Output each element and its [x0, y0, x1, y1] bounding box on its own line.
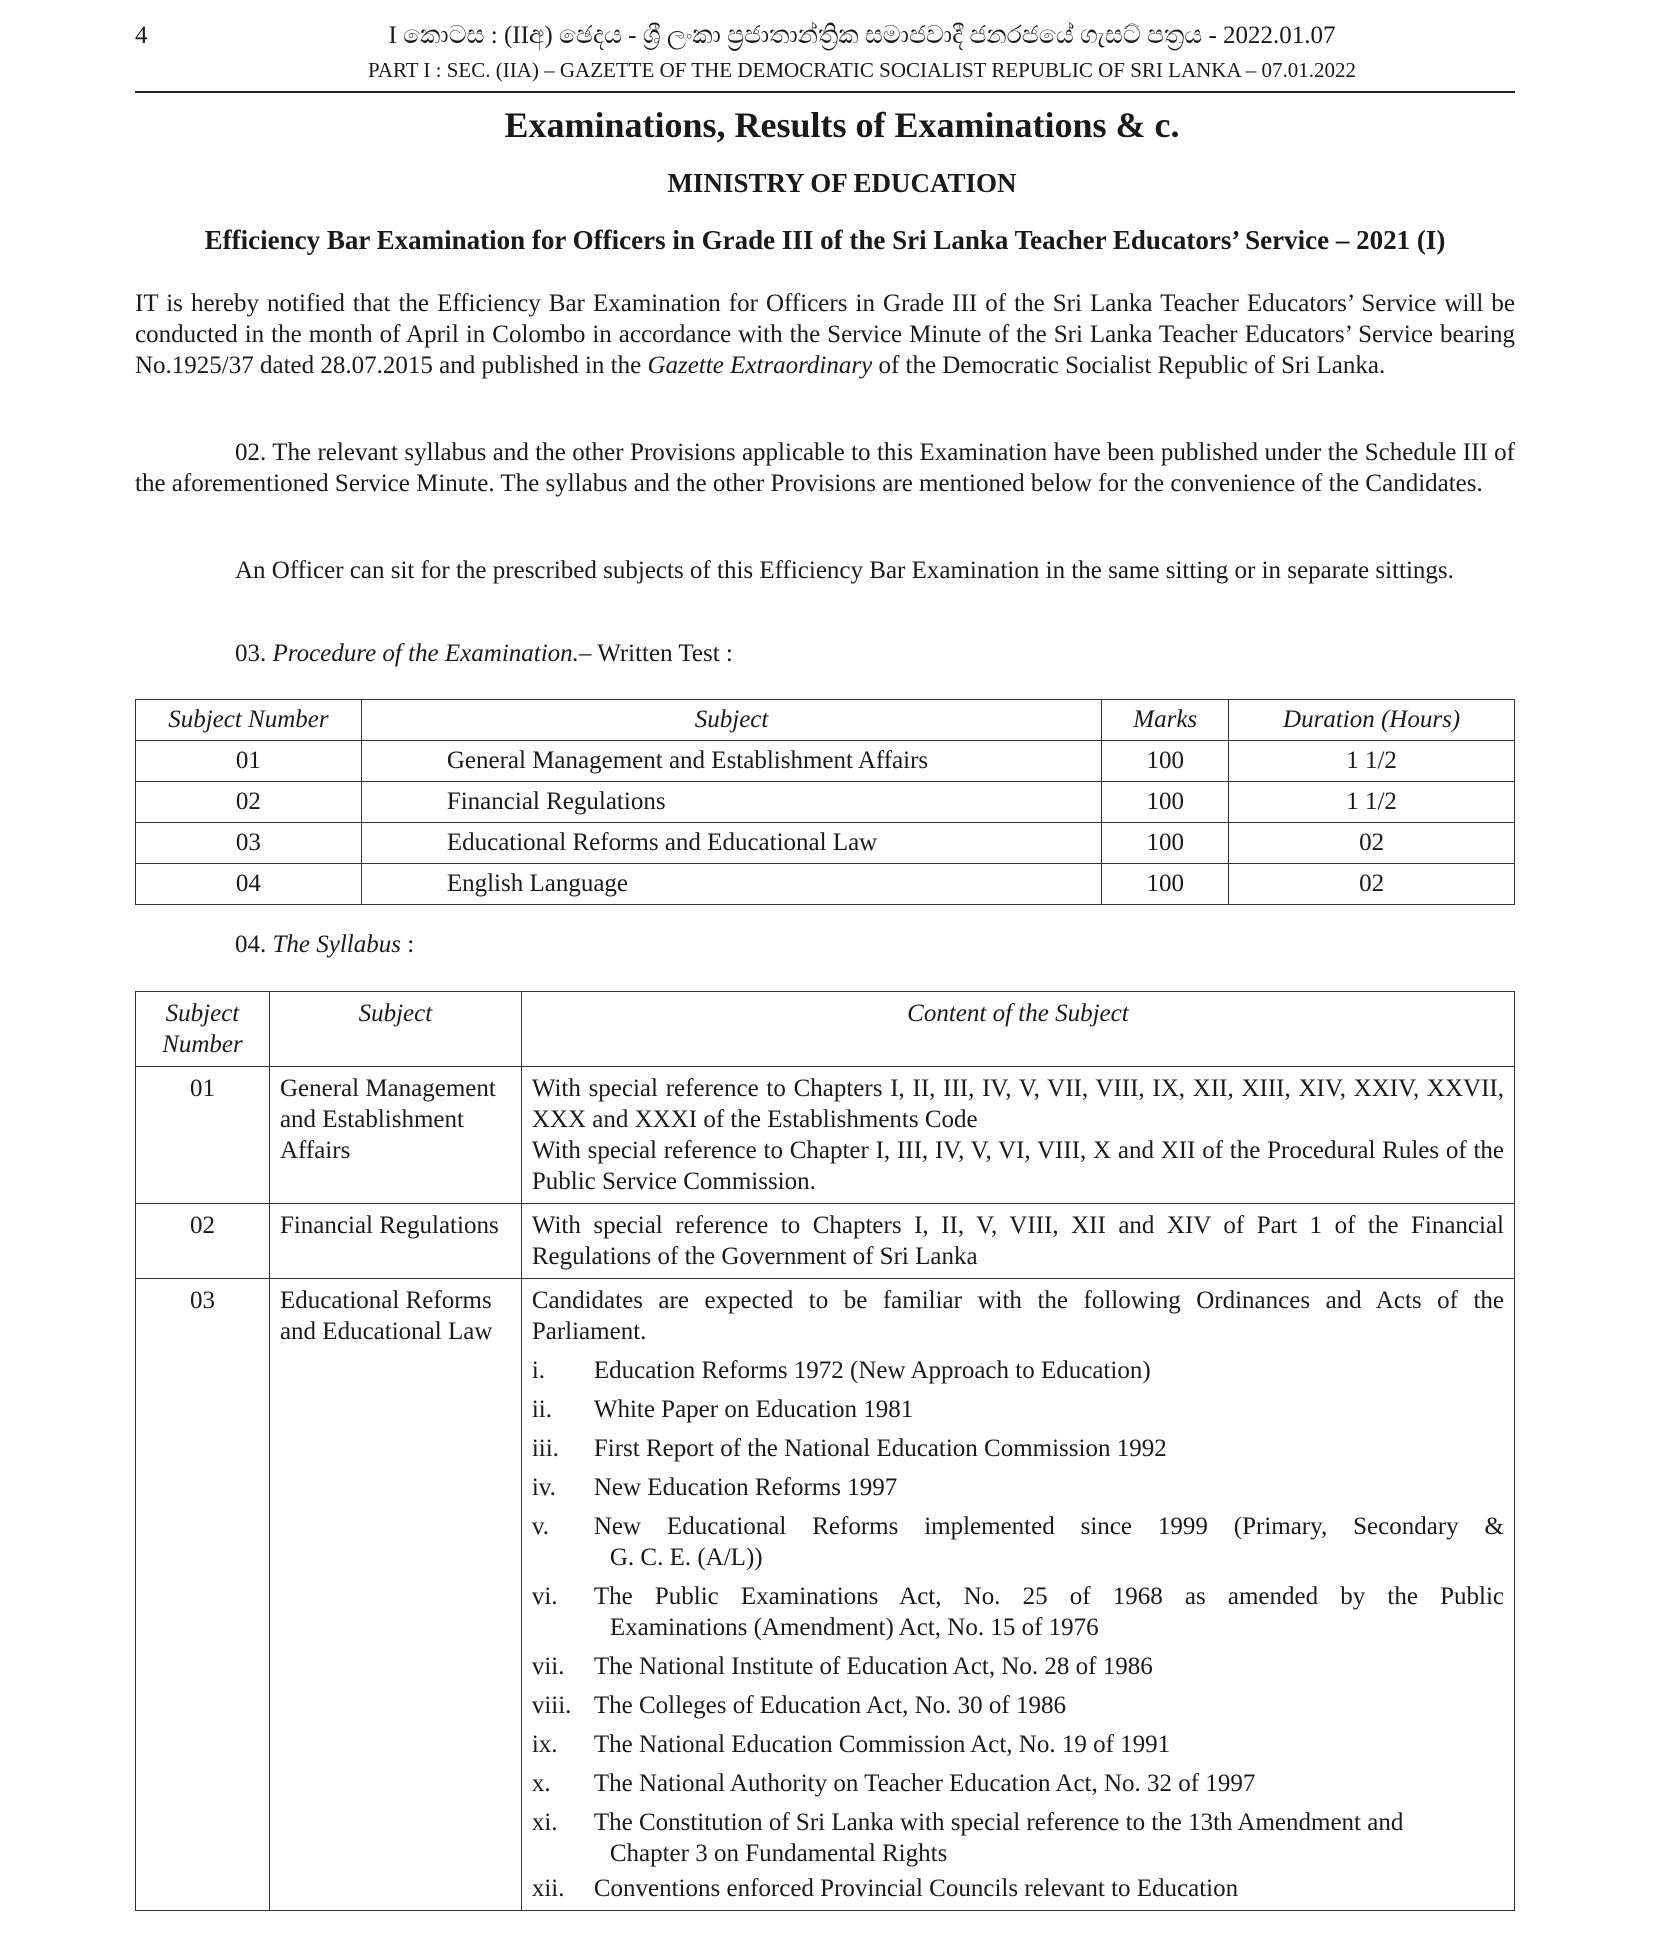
header-sinhala: I කොටස : (IIඅ) ඡෙදය - ශ්‍රී ලංකා ප්‍රජාතාන්ත්‍රික සමාජවාදී ජනරජයේ ගැසට් පත්‍රය - 2022.01.07 — [388, 22, 1336, 49]
list-item: xi. The Constitution of Sri Lanka with special reference to the 13th Amendment and Chapter 3 on Fundamental Rights — [531, 1809, 1404, 1867]
page-number: 4 — [135, 22, 148, 49]
list-item: x. The National Authority on Teacher Education Act, No. 32 of 1997 — [531, 1770, 1256, 1797]
list-item: vi. The Public Examinations Act, No. 25 of 1968 as amended by the Public Examinations (Amendment) Act, No. 15 of 1976 — [531, 1583, 1504, 1641]
table-row: 03 Educational Reforms and Educational Law Candidates are expected to be familiar with the following Ordinances and Acts of the Parliament. i. Education Reforms 1972 (New Approach to Education) ii. White Paper on Education 1981 iii. First Report of the National Education Commission 1992 iv. New Education Reforms 1997 v. New Educational Reforms implemented since 1999 (Primary, Secondary & G. C. E. (A/L)) vi. The Public Examinations Act, No. 25 of 1968 as amended by the Public Examinations (Amendment) Act, No. 15 of 1976 vii. The National Institute of Education Act, No. 28 of 1986 viii. The Colleges of Education Act, No. 30 of 1986 ix. The National Education Commission Act, No. 19 of 1991 x. The National Authority on Teacher Education Act, No. 32 of 1997 xi. The Constitution of Sri Lanka with special reference to the 13th Amendment and Chapter 3 on Fundamental Rights xii. Conventions enforced Provincial Councils relevant to Education — [136, 1279, 1515, 1911]
list-item: ii. White Paper on Education 1981 — [531, 1396, 914, 1423]
list-item: iii. First Report of the National Education Commission 1992 — [531, 1435, 1167, 1462]
column-header: Marks — [1102, 700, 1229, 741]
paragraph-02: 02. The relevant syllabus and the other Provisions applicable to this Examination have been published under the Schedule III of the aforementioned Service Minute. The syllabus and the other Provisions are mentioned below for the convenience of the Candidates. — [135, 439, 1515, 497]
list-item: iv. New Education Reforms 1997 — [531, 1474, 898, 1501]
column-header: Subject — [269, 992, 521, 1067]
table-header-row — [136, 992, 1515, 1067]
list-item: vii. The National Institute of Education Act, No. 28 of 1986 — [531, 1653, 1153, 1680]
column-header: Subject — [361, 700, 1101, 741]
paragraph-04-syllabus: 04. The Syllabus : — [235, 931, 415, 958]
table-row: 02 Financial Regulations 100 1 1/2 — [136, 782, 1515, 823]
ministry-heading: MINISTRY OF EDUCATION — [667, 168, 1017, 198]
column-header: Duration (Hours) — [1229, 700, 1515, 741]
syllabus-table — [135, 991, 1515, 1911]
exam-title: Efficiency Bar Examination for Officers in Grade III of the Sri Lanka Teacher Educators’ Service – 2021 (I) — [204, 225, 1446, 255]
section-title: Examinations, Results of Examinations & c. — [504, 105, 1180, 145]
table-header-row — [136, 700, 1515, 741]
header-english: PART I : SEC. (IIA) – GAZETTE OF THE DEMOCRATIC SOCIALIST REPUBLIC OF SRI LANKA – 07.01.2022 — [368, 58, 1356, 82]
table-row: 02 Financial Regulations With special reference to Chapters I, II, V, VIII, XII and XIV of Part 1 of the Financial Regulations of the Government of Sri Lanka — [136, 1204, 1515, 1279]
column-header: Content of the Subject — [521, 992, 1514, 1067]
column-header: Subject Number — [136, 992, 270, 1067]
paragraph-03-procedure: 03. Procedure of the Examination.– Written Test : — [235, 640, 733, 667]
list-item: viii. The Colleges of Education Act, No. 30 of 1986 — [531, 1692, 1066, 1719]
table-row: 04 English Language 100 02 — [136, 864, 1515, 905]
column-header: Subject Number — [136, 700, 362, 741]
paragraph-sittings: An Officer can sit for the prescribed subjects of this Efficiency Bar Examination in the same sitting or in separate sittings. — [235, 557, 1454, 584]
table-row: 01 General Management and Establishment Affairs 100 1 1/2 — [136, 741, 1515, 782]
written-test-table — [135, 699, 1515, 905]
list-item: i. Education Reforms 1972 (New Approach to Education) — [531, 1357, 1151, 1384]
list-item: v. New Educational Reforms implemented since 1999 (Primary, Secondary & G. C. E. (A/L)) — [531, 1513, 1504, 1571]
table-row: 03 Educational Reforms and Educational Law 100 02 — [136, 823, 1515, 864]
table-row: 01 General Management and Establishment Affairs With special reference to Chapters I, II, III, IV, V, VII, VIII, IX, XII, XIII, XIV, XXIV, XXVII, XXX and XXXI of the Establishments Code With special reference to Chapter I, III, IV, V, VI, VIII, X and XII of the Procedural Rules of the Public Service Commission. — [136, 1067, 1515, 1204]
paragraph-notice: IT is hereby notified that the Efficiency Bar Examination for Officers in Grade III of the Sri Lanka Teacher Educators’ Service will be conducted in the month of April in Colombo in accordance with the Service Minute of the Sri Lanka Teacher Educators’ Service bearing No.1925/37 dated 28.07.2015 and published in the Gazette Extraordinary of the Democratic Socialist Republic of Sri Lanka. — [135, 290, 1515, 379]
list-item: ix. The National Education Commission Act, No. 19 of 1991 — [531, 1731, 1171, 1758]
list-item: xii. Conventions enforced Provincial Councils relevant to Education — [531, 1875, 1239, 1902]
header-rule — [135, 91, 1515, 93]
